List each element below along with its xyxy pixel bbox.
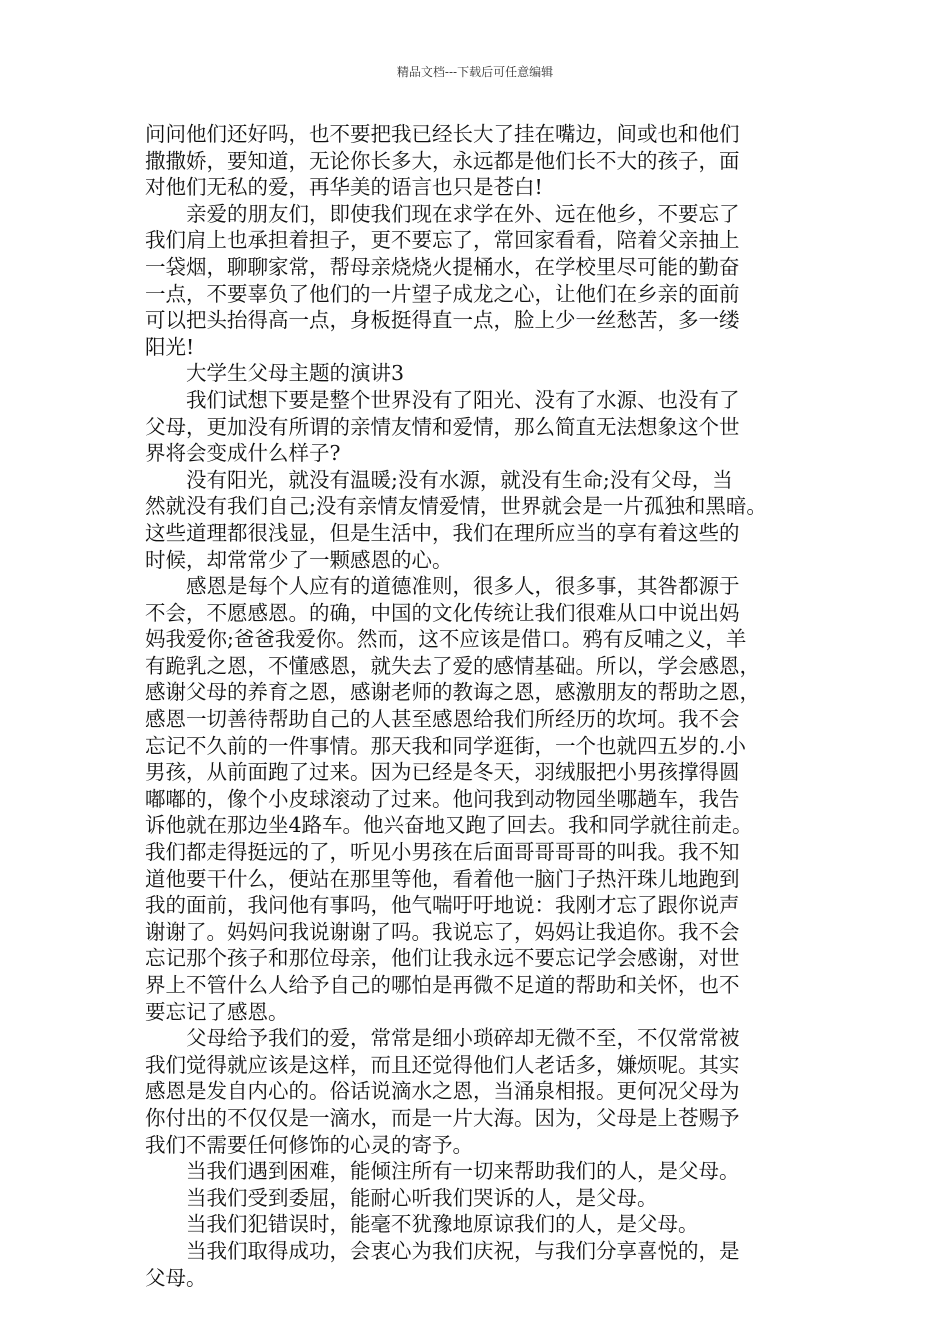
- text-line: 我们试想下要是整个世界没有了阳光、没有了水源、也没有了: [186, 387, 740, 412]
- paragraph: [145, 1238, 807, 1291]
- paragraph: [145, 467, 807, 573]
- text-line: 我们不需要任何修饰的心灵的寄予。: [145, 1132, 473, 1157]
- text-line: 父母，更加没有所谓的亲情友情和爱情，那么简直无法想象这个世: [145, 414, 740, 439]
- paragraph: [145, 387, 807, 467]
- text-line: 然就没有我们自己;没有亲情友情爱情，世界就会是一片孤独和黑暗。: [145, 494, 767, 519]
- text-line: 一点，不要辜负了他们的一片望子成龙之心，让他们在乡亲的面前: [145, 281, 740, 306]
- text-line: 界将会变成什么样子?: [145, 441, 341, 466]
- text-line: 问问他们还好吗，也不要把我已经长大了挂在嘴边，间或也和他们: [145, 122, 740, 146]
- text-line: 这些道理都很浅显，但是生活中，我们在理所应当的享有着这些的: [145, 520, 740, 545]
- text-line: 界上不管什么人给予自己的哪怕是再微不足道的帮助和关怀，也不: [145, 973, 740, 997]
- text-line: 要忘记了感恩。: [145, 999, 289, 1024]
- text-line: 有跪乳之恩，不懂感恩，就失去了爱的感情基础。所以，学会感恩，: [145, 653, 760, 678]
- text-line: 时候，却常常少了一颗感恩的心。: [145, 547, 453, 572]
- text-line: 嘟嘟的，像个小皮球滚动了过来。他问我到动物园坐哪趟车，我告: [145, 786, 740, 811]
- text-line: 大学生父母主题的演讲3: [186, 361, 405, 386]
- paragraph: [145, 1158, 807, 1185]
- text-line: 当我们取得成功，会衷心为我们庆祝，与我们分享喜悦的，是: [186, 1238, 740, 1263]
- text-line: 忘记那个孩子和那位母亲，他们让我永远不要忘记学会感谢，对世: [145, 946, 740, 971]
- document-body: [145, 121, 807, 1291]
- text-line: 我们都走得挺远的了，听见小男孩在后面哥哥哥哥的叫我。我不知: [145, 840, 740, 865]
- text-line: 亲爱的朋友们，即使我们现在求学在外、远在他乡，不要忘了: [186, 201, 740, 226]
- text-line: 我们觉得就应该是这样，而且还觉得他们人老话多，嫌烦呢。其实: [145, 1052, 740, 1077]
- text-line: 你付出的不仅仅是一滴水，而是一片大海。因为，父母是上苍赐予: [145, 1105, 740, 1130]
- text-line: 撒撒娇，要知道，无论你长多大，永远都是他们长不大的孩子，面: [145, 148, 740, 173]
- text-line: 当我们遇到困难，能倾注所有一切来帮助我们的人，是父母。: [186, 1159, 740, 1184]
- text-line: 父母。: [145, 1265, 207, 1290]
- text-line: 不会，不愿感恩。的确，中国的文化传统让我们很难从口中说出妈: [145, 600, 740, 625]
- text-line: 诉他就在那边坐4路车。他兴奋地又跑了回去。我和同学就往前走。: [145, 813, 753, 838]
- paragraph: [145, 1025, 807, 1158]
- paragraph: [145, 121, 807, 201]
- paragraph: [145, 573, 807, 1025]
- text-line: 妈我爱你;爸爸我爱你。然而，这不应该是借口。鸦有反哺之义，羊: [145, 627, 747, 652]
- text-line: 一袋烟，聊聊家常，帮母亲烧烧火提桶水，在学校里尽可能的勤奋: [145, 254, 740, 279]
- text-line: 当我们犯错误时，能毫不犹豫地原谅我们的人，是父母。: [186, 1212, 699, 1237]
- text-line: 对他们无私的爱，再华美的语言也只是苍白!: [145, 175, 543, 200]
- text-line: 没有阳光，就没有温暖;没有水源，就没有生命;没有父母，当: [186, 467, 733, 492]
- text-line: 感谢父母的养育之恩，感谢老师的教诲之恩，感激朋友的帮助之恩，: [145, 680, 760, 705]
- paragraph: [145, 1185, 807, 1212]
- text-line: 忘记不久前的一件事情。那天我和同学逛街，一个也就四五岁的.小: [145, 733, 747, 758]
- paragraph: [145, 1211, 807, 1238]
- text-line: 感恩是每个人应有的道德准则，很多人，很多事，其咎都源于: [186, 574, 740, 599]
- text-line: 当我们受到委屈，能耐心听我们哭诉的人，是父母。: [186, 1185, 658, 1210]
- text-line: 我的面前，我问他有事吗，他气喘吁吁地说：我刚才忘了跟你说声: [145, 893, 740, 918]
- text-line: 男孩，从前面跑了过来。因为已经是冬天，羽绒服把小男孩撑得圆: [145, 760, 740, 785]
- text-line: 我们肩上也承担着担子，更不要忘了，常回家看看，陪着父亲抽上: [145, 228, 740, 253]
- text-line: 感恩是发自内心的。俗话说滴水之恩，当涌泉相报。更何况父母为: [145, 1079, 740, 1104]
- text-line: 谢谢了。妈妈问我说谢谢了吗。我说忘了，妈妈让我追你。我不会: [145, 919, 740, 944]
- text-line: 父母给予我们的爱，常常是细小琐碎却无微不至，不仅常常被: [186, 1026, 740, 1051]
- text-line: 感恩一切善待帮助自己的人甚至感恩给我们所经历的坎坷。我不会: [145, 707, 740, 732]
- text-line: 可以把头抬得高一点，身板挺得直一点，脸上少一丝愁苦，多一缕: [145, 308, 740, 333]
- text-line: 阳光!: [145, 334, 195, 359]
- paragraph: [145, 201, 807, 361]
- page-header: 精品文档---下载后可任意编辑: [396, 65, 554, 79]
- paragraph: [145, 360, 807, 387]
- text-line: 道他要干什么，便站在那里等他，看着他一脑门子热汗珠儿地跑到: [145, 866, 740, 891]
